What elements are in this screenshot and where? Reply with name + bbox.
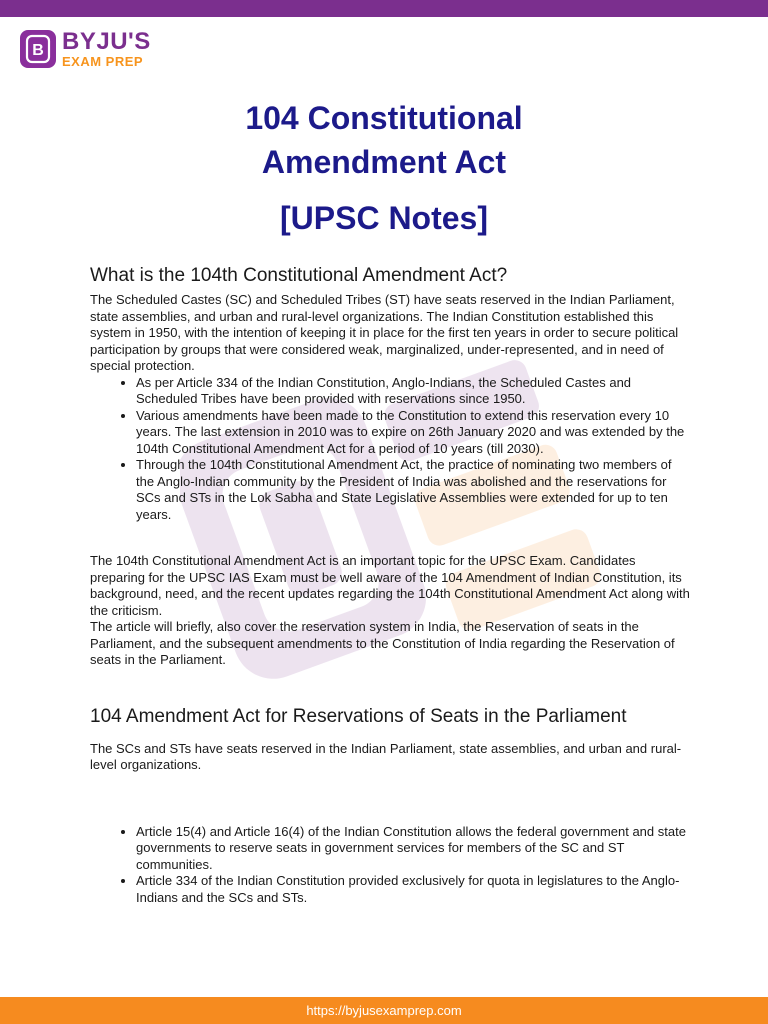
section1-heading: What is the 104th Constitutional Amendment Act? [90, 265, 508, 286]
section2-bullet-list [90, 824, 690, 907]
brand-name: BYJU'S [62, 28, 151, 55]
list-item: • Article 15(4) and Article 16(4) of the Indian Constitution allows the federal government and state governments to reserve seats in government services for members of the SC and ST communities. [136, 824, 690, 874]
title-line-1: 104 Constitutional [245, 100, 523, 136]
intro-paragraph-1: The 104th Constitutional Amendment Act is an important topic for the UPSC Exam. Candidates preparing for the UPSC IAS Exam must be well aware of the 104 Amendment of Indian Constitution, its background, need, and the recent updates regarding the 104th Constitutional Amendment Act along with the criticism. [90, 553, 690, 618]
section2-paragraph: The SCs and STs have seats reserved in the Indian Parliament, state assemblies, and urban and rural-level organizations. [90, 740, 682, 772]
title-line-2: Amendment Act [261, 144, 507, 180]
list-item: • Various amendments have been made to the Constitution to extend this reservation every 10 years. The last extension in 2010 was to expire on 26th January 2020 and was extended by the 104th Constitutional Amendment Act for a period of 10 years (till 2030). [136, 408, 690, 458]
section1-bullet-list [90, 375, 690, 524]
article-body [90, 264, 690, 906]
footer-bar [0, 997, 768, 1024]
list-item: • Article 334 of the Indian Constitution provided exclusively for quota in legislatures to the Anglo-Indians and the SCs and STs. [136, 873, 690, 906]
brand-logo[interactable] [20, 30, 151, 68]
logo-b-glyph-icon [25, 34, 51, 64]
title-line-3: [UPSC Notes] [279, 200, 488, 236]
byjus-logo-icon [20, 30, 56, 68]
list-item: • As per Article 334 of the Indian Constitution, Anglo-Indians, the Scheduled Castes and Scheduled Tribes have been provided with reservations since 1950. [136, 375, 690, 408]
list-item: • Through the 104th Constitutional Amendment Act, the practice of nominating two members of the Anglo-Indian community by the President of India was abolished and the reservations for SCs and STs in the Lok Sabha and State Legislative Assemblies were extended for up to ten years. [136, 457, 690, 523]
section1-paragraph: The Scheduled Castes (SC) and Scheduled Tribes (ST) have seats reserved in the Indian Parliament, state assemblies, and urban and rural-level organizations. The Indian Constitution established this system in 1950, with the intention of keeping it in place for the first ten years in order to secure political participation by groups that were considered weak, marginalized, under-represented, and in need of special protection. [90, 292, 679, 373]
top-accent-bar [0, 0, 768, 17]
page-title [0, 96, 768, 240]
section2-heading: 104 Amendment Act for Reservations of Seats in the Parliament [90, 705, 627, 727]
footer-link[interactable]: https://byjusexamprep.com [306, 1003, 462, 1018]
logo-letter: B [32, 42, 44, 59]
intro-paragraph-2: The article will briefly, also cover the reservation system in India, the Reservation of seats in the Parliament, and the subsequent amendments to the Constitution of India regarding the Reservation of seats in the Parliament. [90, 619, 675, 667]
brand-subtitle: EXAM PREP [62, 54, 144, 69]
